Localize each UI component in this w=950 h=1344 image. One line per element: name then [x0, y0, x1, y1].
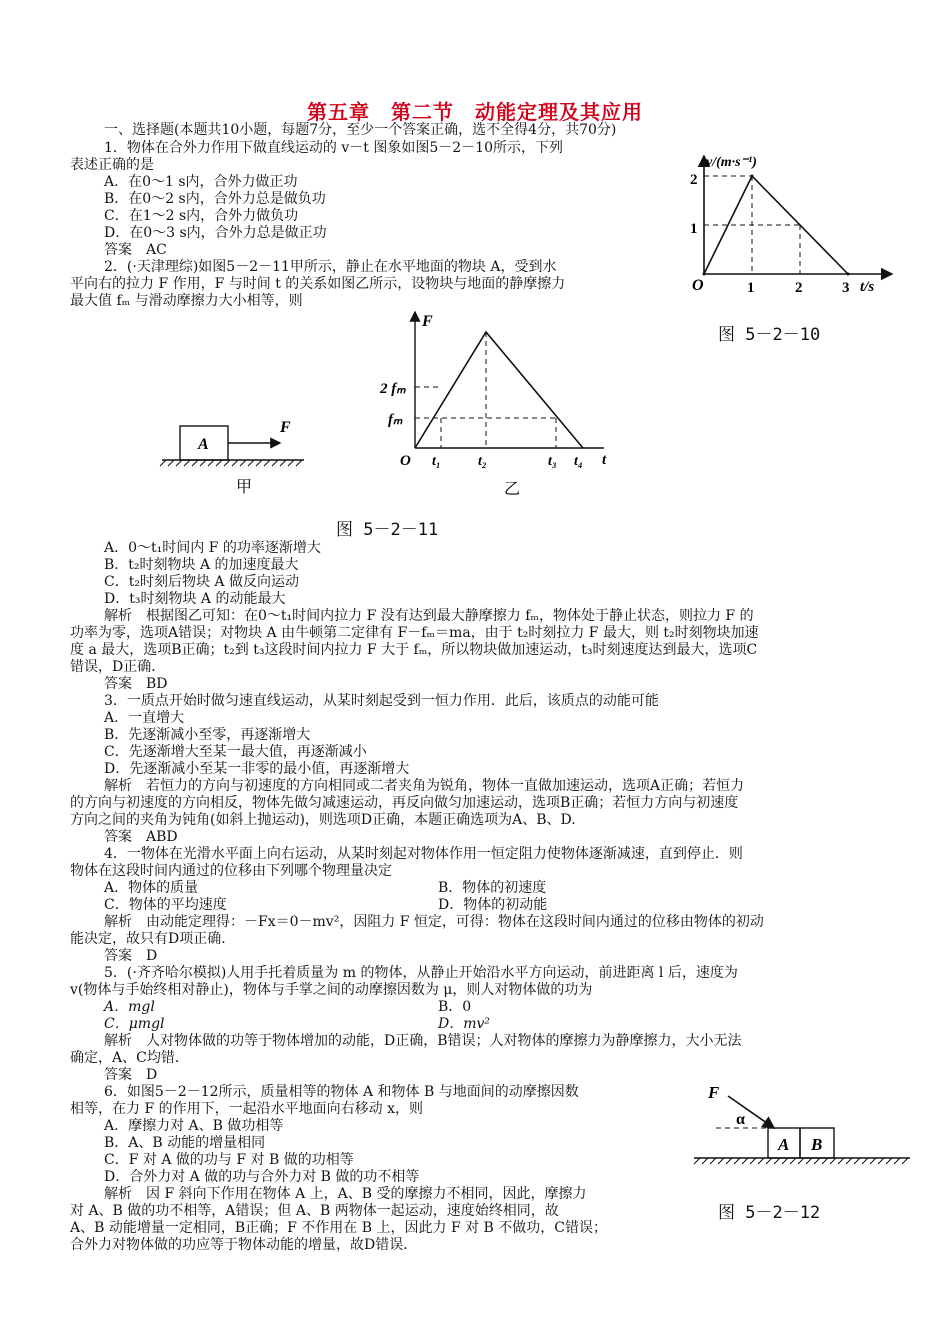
x-tick-3: 3 — [842, 280, 850, 296]
q6-option: A．摩擦力对 A、B 做功相等 — [104, 1118, 284, 1134]
block-a-label: A — [778, 1135, 790, 1154]
f-t-triangle — [415, 332, 583, 448]
f-axis-label: F — [422, 313, 433, 330]
q6-analysis-line: 解析 因 F 斜向下作用在物体 A 上，A、B 受的摩擦力不相同，因此，摩擦力 — [104, 1186, 587, 1202]
data-point — [751, 175, 754, 178]
q5-option: A．mgl — [104, 999, 155, 1015]
q4-option: D．物体的初动能 — [438, 897, 548, 913]
q5-analysis-line: 解析 人对物体做的功等于物体增加的动能，D正确，B错误；人对物体的摩擦力为静摩擦力，大小无法 — [104, 1033, 742, 1049]
section-header: 一、选择题(本题共10小题，每题7分，至少一个答案正确，选不全得4分，共70分) — [104, 122, 617, 138]
origin-label: O — [400, 453, 411, 469]
figure-5-2-12-caption: 图 5－2－12 — [718, 1203, 821, 1223]
q3-option: D．先逐渐减小至某一非零的最小值，再逐渐增大 — [104, 761, 410, 777]
block-a-label: A — [198, 436, 209, 453]
q4-stem-line: 4．一物体在光滑水平面上向右运动，从某时刻起对物体作用一恒定阻力使物体逐渐减速，直到停止．则 — [104, 846, 743, 862]
q1-option: A．在0～1 s内，合外力做正功 — [104, 174, 298, 190]
q5-analysis-line: 确定，A、C均错． — [70, 1050, 189, 1066]
q6-stem-line: 相等，在力 F 的作用下，一起沿水平地面向右移动 x，则 — [70, 1101, 423, 1117]
q2-answer: 答案 BD — [104, 676, 168, 692]
t1-label: t₁ — [432, 454, 441, 469]
q3-option: B．先逐渐减小至零，再逐渐增大 — [104, 727, 311, 743]
q4-option: A．物体的质量 — [104, 880, 199, 896]
data-point — [703, 273, 706, 276]
q2-analysis-line: 解析 根据图乙可知：在0～t₁时间内拉力 F 没有达到最大静摩擦力 fₘ，物体处于静止状态，则拉力 F 的 — [104, 608, 754, 624]
q3-analysis-line: 方向之间的夹角为钝角(如斜上抛运动)，则选项D正确，本题正确选项为A、B、D. — [70, 812, 576, 828]
q2-option: D．t₃时刻物块 A 的动能最大 — [104, 591, 286, 607]
q3-stem: 3．一质点开始时做匀速直线运动，从某时刻起受到一恒力作用．此后，该质点的动能可能 — [104, 693, 659, 709]
page-title: 第五章 第二节 动能定理及其应用 — [307, 100, 643, 124]
q1-option: D．在0～3 s内，合外力总是做正功 — [104, 225, 327, 241]
t4-label: t₄ — [574, 454, 583, 469]
y-tick-2: 2 — [690, 172, 698, 188]
q2-analysis-line: 度 a 最大，选项B正确；t₂到 t₃这段时间内拉力 F 大于 fₘ，所以物块做加速运动，t₃时刻速度达到最大，选项C — [70, 642, 758, 658]
q4-analysis-line: 解析 由动能定理得：－Fx＝0－mv²，因阻力 F 恒定，可得：物体在这段时间内通过的位移由物体的初动 — [104, 914, 764, 930]
q1-option: C．在1～2 s内，合外力做负功 — [104, 208, 299, 224]
chart-origin-label: O — [692, 277, 704, 294]
force-label: F — [280, 419, 291, 436]
q5-stem-line: v(物体与手始终相对静止)，物体与手掌之间的动摩擦因数为 μ，则人对物体做的功为 — [70, 982, 593, 998]
force-arrow — [728, 1096, 774, 1128]
q2-option: A．0～t₁时间内 F 的功率逐渐增大 — [104, 540, 321, 556]
q5-answer: 答案 D — [104, 1067, 158, 1083]
q1-option: B．在0～2 s内，合外力总是做负功 — [104, 191, 326, 207]
q4-analysis-line: 能决定，故只有D项正确． — [70, 931, 236, 947]
q1-answer: 答案 AC — [104, 242, 167, 258]
q1-stem-line: 1．物体在合外力作用下做直线运动的 v－t 图象如图5－2－10所示，下列 — [104, 140, 563, 156]
y-label-fm: fₘ — [388, 412, 403, 428]
q4-option: C．物体的平均速度 — [104, 897, 227, 913]
block-b-label: B — [811, 1135, 823, 1154]
q4-stem-line: 物体在这段时间内通过的位移由下列哪个物理量决定 — [70, 863, 392, 879]
q3-answer: 答案 ABD — [104, 829, 178, 845]
q6-stem-line: 6．如图5－2－12所示，质量相等的物体 A 和物体 B 与地面间的动摩擦因数 — [104, 1084, 579, 1100]
q2-option: B．t₂时刻物块 A 的加速度最大 — [104, 557, 299, 573]
x-tick-2: 2 — [795, 280, 803, 296]
y-label-2fm: 2 fₘ — [380, 381, 406, 397]
data-point — [847, 273, 850, 276]
y-tick-1: 1 — [690, 221, 698, 237]
q6-option: B．A、B 动能的增量相同 — [104, 1135, 266, 1151]
figure-5-2-12 — [690, 1078, 916, 1174]
figure-5-2-11-caption: 图 5－2－11 — [336, 520, 439, 540]
q4-answer: 答案 D — [104, 948, 158, 964]
q5-stem-line: 5．(·齐齐哈尔模拟)人用手托着质量为 m 的物体，从静止开始沿水平方向运动，前进距离 l 后，速度为 — [104, 965, 738, 981]
t-axis-label: t/s — [860, 279, 875, 295]
q6-analysis-line: 合外力对物体做的功应等于物体动能的增量，故D错误． — [70, 1237, 418, 1253]
q5-option: C．μmgl — [104, 1016, 165, 1032]
q3-option: C．先逐渐增大至某一最大值，再逐渐减小 — [104, 744, 367, 760]
figure-5-2-10-chart — [684, 146, 910, 306]
t-axis-label: t — [602, 452, 607, 468]
figure-5-2-11-jia — [158, 414, 308, 494]
t2-label: t₂ — [478, 454, 487, 469]
label-yi: 乙 — [504, 481, 521, 498]
x-tick-1: 1 — [747, 280, 755, 296]
ground-hatch — [160, 460, 302, 466]
figure-5-2-10-caption: 图 5－2－10 — [718, 325, 821, 345]
v-axis-label: v/(m·s⁻¹) — [706, 155, 757, 170]
label-jia: 甲 — [236, 479, 253, 494]
q3-analysis-line: 的方向与初速度的方向相反，物体先做匀减速运动，再反向做匀加速运动，选项B正确；若恒力方向与初速度 — [70, 795, 739, 811]
force-label: F — [708, 1083, 720, 1102]
ground-hatch — [694, 1158, 908, 1164]
q3-option: A．一直增大 — [104, 710, 185, 726]
q6-option: C．F 对 A 做的功与 F 对 B 做的功相等 — [104, 1152, 354, 1168]
q6-option: D．合外力对 A 做的功与合外力对 B 做的功不相等 — [104, 1169, 420, 1185]
q6-analysis-line: A、B 动能增量一定相同，B正确；F 不作用在 B 上，因此力 F 对 B 不做功，C错误； — [70, 1220, 608, 1236]
q2-analysis-line: 错误，D正确． — [70, 659, 166, 675]
q2-option: C．t₂时刻后物块 A 做反向运动 — [104, 574, 299, 590]
q1-stem-line: 表述正确的是 — [70, 157, 154, 173]
q2-stem-line: 最大值 fₘ 与滑动摩擦力大小相等，则 — [70, 293, 303, 309]
q5-option: B．0 — [438, 999, 472, 1015]
q5-option: D．mv² — [438, 1016, 491, 1032]
t3-label: t₃ — [548, 454, 557, 469]
q2-stem-line: 2．(·天津理综)如图5－2－11甲所示，静止在水平地面的物块 A，受到水 — [104, 259, 557, 275]
q6-analysis-line: 对 A、B 做的功不相等，A错误；但 A、B 两物体一起运动，速度始终相同，故 — [70, 1203, 559, 1219]
q2-analysis-line: 功率为零，选项A错误；对物块 A 由牛顿第二定律有 F－fₘ＝ma，由于 t₂时刻拉力 F 最大，则 t₂时刻物块加速 — [70, 625, 759, 641]
q4-option: B．物体的初速度 — [438, 880, 547, 896]
angle-label: α — [736, 1111, 745, 1128]
figure-5-2-11-yi — [374, 308, 624, 504]
q3-analysis-line: 解析 若恒力的方向与初速度的方向相同或二者夹角为锐角，物体一直做加速运动，选项A正确；若恒力 — [104, 778, 745, 794]
q2-stem-line: 平向右的拉力 F 作用，F 与时间 t 的关系如图乙所示，设物块与地面的静摩擦力 — [70, 276, 566, 292]
